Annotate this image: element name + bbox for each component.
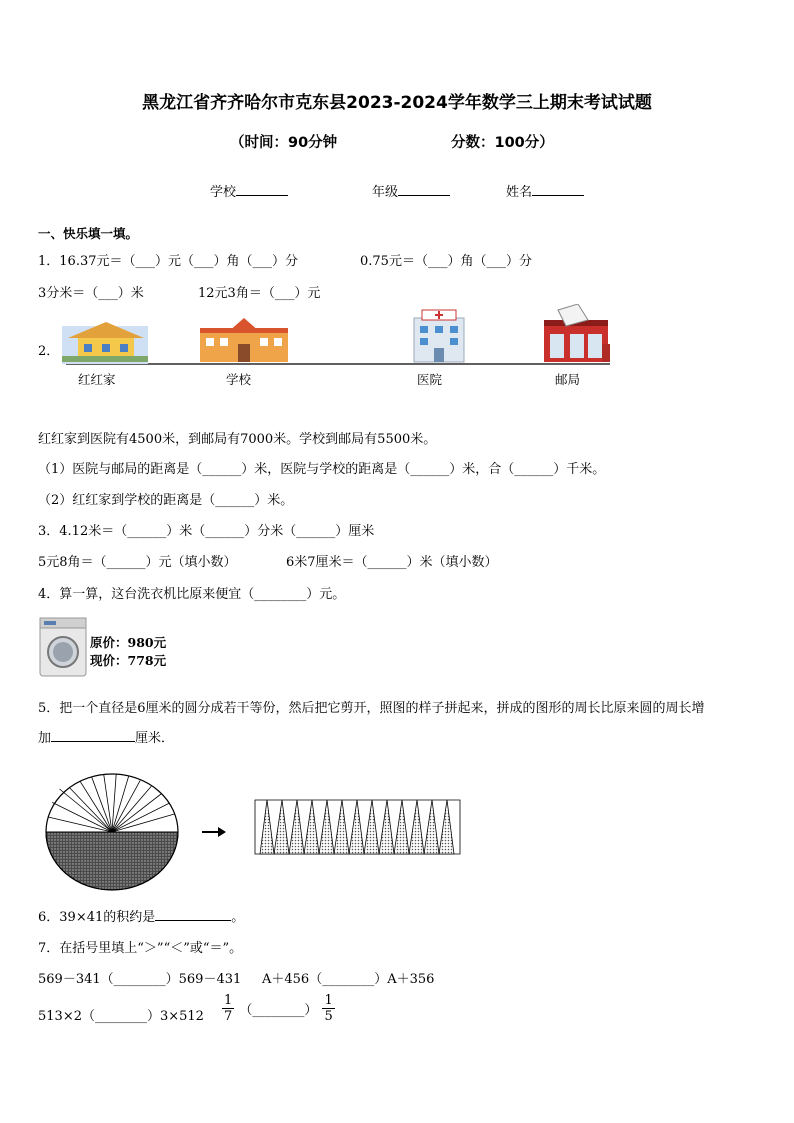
school-label: 学校 — [210, 185, 237, 200]
fraction-one-fifth — [322, 993, 334, 1024]
q2-sub1: （1）医院与邮局的距离是（______）米，医院与学校的距离是（______）米，合（______）千米。 — [38, 462, 606, 477]
place-label-hospital: 医院 — [417, 372, 443, 387]
q1-line2a: 3分米＝（___）米 — [38, 286, 144, 301]
circle-rearrangement-figure — [42, 770, 472, 900]
q7-fraction-blank[interactable]: （________） — [239, 1003, 318, 1018]
frac2-denominator: 5 — [324, 1009, 333, 1024]
q5-text2b: 厘米． — [135, 731, 175, 746]
q7-row1a: 569－341（________）569－431 — [38, 972, 242, 987]
q5-text-line2 — [38, 727, 174, 746]
q5-text: 5．把一个直径是6厘米的圆分成若干等份，然后把它剪开，照图的样子拼起来，拼成的图形的周长比原来圆的周长增 — [38, 701, 705, 716]
q4-text: 4．算一算，这台洗衣机比原来便宜（________）元。 — [38, 587, 346, 602]
page-title: 黑龙江省齐齐哈尔市克东县2023-2024学年数学三上期末考试试题 — [142, 93, 652, 113]
frac2-numerator: 1 — [324, 993, 333, 1008]
q1-line1b: 0.75元＝（___）角（___）分 — [360, 254, 532, 269]
q3-line2a: 5元8角＝（______）元（填小数） — [38, 555, 237, 570]
q3-line1: 3．4.12米＝（______）米（______）分米（______）厘米 — [38, 524, 375, 539]
q2-intro: 红红家到医院有4500米，到邮局有7000米。学校到邮局有5500米。 — [38, 432, 437, 447]
grade-field — [372, 181, 450, 200]
q5-blank[interactable] — [51, 729, 135, 742]
place-label-post-office: 邮局 — [555, 372, 581, 387]
fraction-one-seventh — [222, 993, 234, 1024]
rearranged-shape-icon — [255, 800, 460, 854]
q7-fraction-compare — [222, 993, 335, 1024]
grade-blank[interactable] — [398, 183, 450, 196]
school-icon — [200, 318, 288, 362]
place-label-home: 红红家 — [78, 372, 116, 387]
right-arrow-icon — [202, 827, 226, 837]
washing-machine-icon — [38, 616, 90, 680]
school-blank[interactable] — [236, 183, 288, 196]
name-field — [506, 181, 584, 200]
hospital-icon — [414, 310, 464, 362]
school-field — [210, 181, 288, 200]
q2-map-illustration — [58, 304, 618, 394]
q5-text2a: 加 — [38, 731, 52, 746]
q6-blank[interactable] — [155, 908, 231, 921]
frac1-numerator: 1 — [224, 993, 233, 1008]
grade-label: 年级 — [372, 185, 399, 200]
place-label-school: 学校 — [226, 372, 252, 387]
current-price: 现价：778元 — [90, 653, 167, 668]
q7-row2a: 513×2（________）3×512 — [38, 1009, 204, 1024]
name-blank[interactable] — [532, 183, 584, 196]
time-info: （时间：90分钟 — [230, 135, 338, 151]
section-heading: 一、快乐填一填。 — [38, 226, 139, 241]
q7-text: 7．在括号里填上“＞”“＜”或“＝”。 — [38, 941, 243, 956]
q1-line2b: 12元3角＝（___）元 — [198, 286, 321, 301]
q2-sub2: （2）红红家到学校的距离是（______）米。 — [38, 493, 294, 508]
q6-text — [38, 906, 244, 925]
name-label: 姓名 — [506, 185, 533, 200]
post-office-icon — [544, 304, 610, 362]
circle-divided-icon — [46, 774, 178, 890]
q6-text-a: 6．39×41的积约是 — [38, 910, 156, 925]
original-price: 原价：980元 — [90, 635, 167, 650]
q6-text-b: 。 — [231, 910, 245, 925]
score-info: 分数：100分） — [451, 135, 554, 151]
house-icon — [62, 322, 148, 364]
frac1-denominator: 7 — [224, 1009, 233, 1024]
q2-number: 2． — [38, 344, 60, 359]
q1-line1a: 1．16.37元＝（___）元（___）角（___）分 — [38, 254, 298, 269]
q7-row1b: A＋456（________）A＋356 — [262, 972, 435, 987]
q3-line2b: 6米7厘米＝（______）米（填小数） — [286, 555, 498, 570]
